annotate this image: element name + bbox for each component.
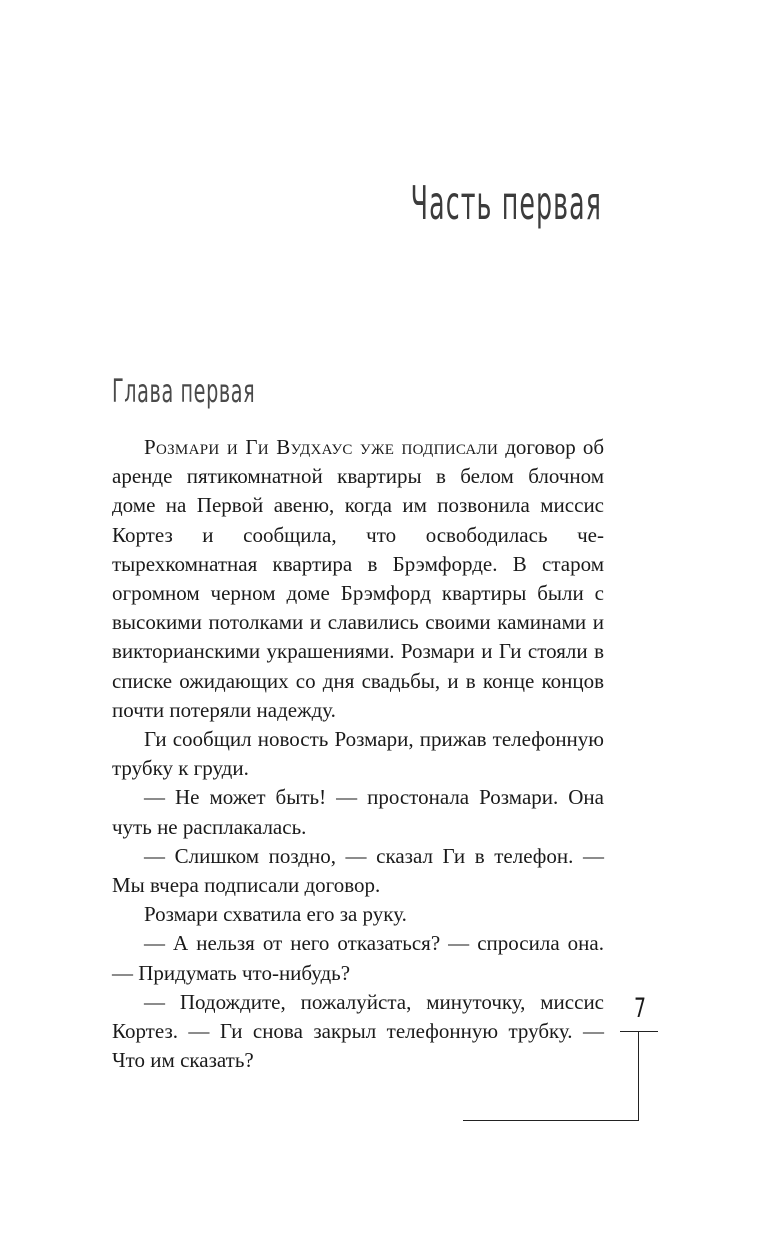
page-number: 7	[633, 993, 647, 1024]
paragraph: Розмари схватила его за руку.	[144, 902, 407, 927]
part-title: Часть первая	[410, 176, 602, 230]
dialogue-line: — Не может быть! — простонала Розмари. Она чуть не расплакалась.	[112, 785, 604, 839]
page-number-frame-bottom	[463, 1120, 639, 1121]
dialogue-line: — А нельзя от него отказаться? — спросила она. — Придумать что-нибудь?	[112, 931, 604, 985]
page-number-frame-vertical	[638, 1031, 639, 1120]
paragraph	[112, 433, 604, 725]
chapter-title: Глава первая	[112, 372, 256, 410]
paragraph-lead-in: Розмари и Ги Вудхаус уже подписали	[144, 435, 499, 459]
page-number-frame-top	[620, 1031, 658, 1032]
dialogue-line: — Слишком поздно, — сказал Ги в телефон. — Мы вчера подписали договор.	[112, 843, 604, 898]
paragraph: Ги сообщил новость Розмари, прижав телефонную трубку к груди.	[112, 727, 604, 781]
dialogue-line: — Подождите, пожалуйста, минуточку, миссис Кортез. — Ги снова закрыл телефонную трубку. — Что им сказать?	[112, 989, 604, 1073]
body-text	[112, 433, 604, 1075]
paragraph-text: договор об аренде пятикомнатной квартиры в белом блочном доме на Первой авеню, когда им позвонила миссис Кортез и сообщила, что освободилась четырехкомнатная квартира в Брэмфорде. В старом огромном черном доме Брэмфорд квартиры были с высокими потолками и славились своими каминами и викторианскими украшениями. Розмари и Ги стояли в списке ожидающих со дня свадьбы, и в конце концов почти потеряли надежду.	[112, 435, 604, 722]
